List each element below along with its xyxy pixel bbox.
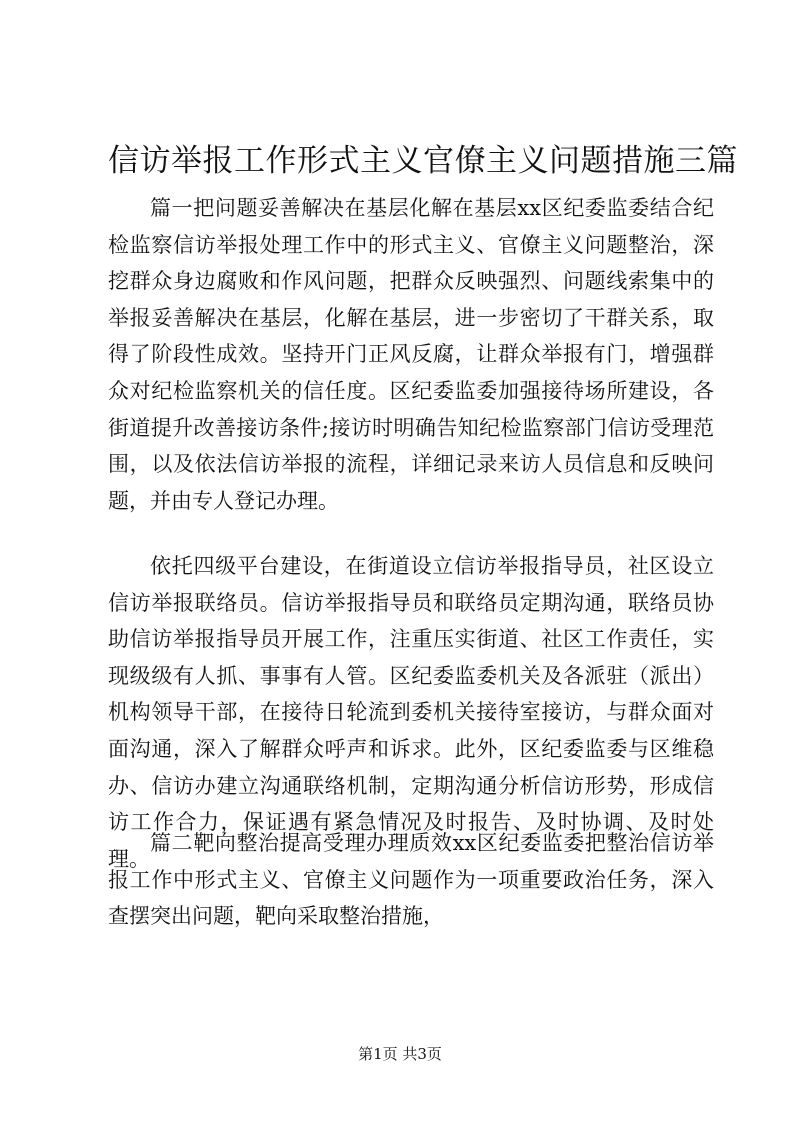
document-title: 信访举报工作形式主义官僚主义问题措施三篇 — [108, 143, 738, 179]
paragraph-2: 依托四级平台建设，在街道设立信访举报指导员，社区设立信访举报联络员。信访举报指导员和联络员定期沟通，联络员协助信访举报指导员开展工作，注重压实街道、社区工作责任，实现级级有人抓、事事有人管。区纪委监委机关及各派驻（派出）机构领导干部，在接待日轮流到委机关接待室接访，与群众面对面沟通，深入了解群众呼声和诉求。此外，区纪委监委与区维稳办、信访办建立沟通联络机制，定期沟通分析信访形势，形成信访工作合力，保证遇有紧急情况及时报告、及时协调、及时处理。 — [108, 554, 714, 871]
paragraph-1: 篇一把问题妥善解决在基层化解在基层xx区纪委监委结合纪检监察信访举报处理工作中的形式主义、官僚主义问题整治，深挖群众身边腐败和作风问题，把群众反映强烈、问题线索集中的举报妥善解决在基层，化解在基层，进一步密切了干群关系，取得了阶段性成效。坚持开门正风反腐，让群众举报有门，增强群众对纪检监察机关的信任度。区纪委监委加强接待场所建设，各街道提升改善接访条件;接访时明确告知纪检监察部门信访受理范围，以及依法信访举报的流程，详细记录来访人员信息和反映问题，并由专人登记办理。 — [108, 196, 714, 513]
paragraph-3: 篇二靶向整治提高受理办理质效xx区纪委监委把整治信访举报工作中形式主义、官僚主义问题作为一项重要政治任务，深入查摆突出问题，靶向采取整治措施， — [108, 831, 714, 929]
page-number-footer: 第1页 共3页 — [358, 1045, 442, 1063]
